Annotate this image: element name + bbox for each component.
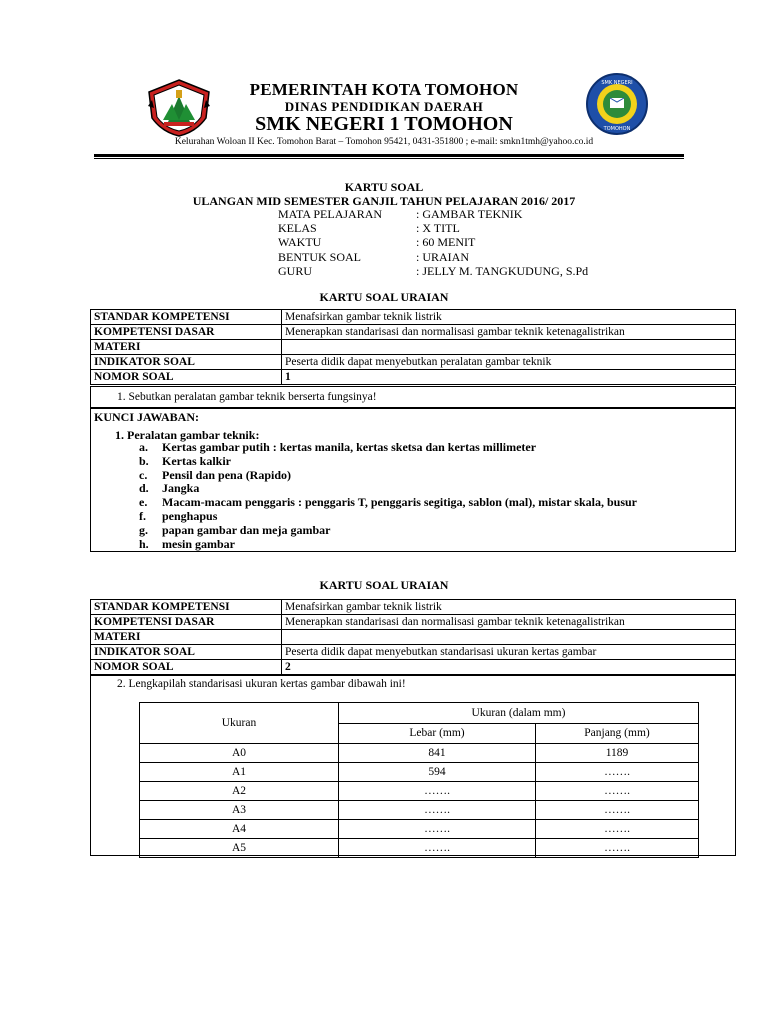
cell-lebar: 841	[339, 744, 536, 763]
row-label: INDIKATOR SOAL	[91, 645, 282, 660]
row-value: 1	[282, 370, 736, 385]
item-letter: a.	[139, 440, 148, 454]
cell-size: A4	[140, 820, 339, 839]
meta-key: GURU	[278, 263, 313, 278]
list-item	[139, 496, 637, 510]
row-value: Menerapkan standarisasi dan normalisasi gambar teknik ketenagalistrikan	[282, 325, 736, 340]
card2-title: KARTU SOAL URAIAN	[319, 578, 449, 592]
card1-info-table	[90, 309, 736, 385]
meta-value: : URAIAN	[416, 249, 469, 264]
question-text: 1. Sebutkan peralatan gambar teknik berserta fungsinya!	[117, 391, 377, 403]
header-divider-thin	[94, 158, 684, 159]
row-value: 2	[282, 660, 736, 675]
cell-size: A2	[140, 782, 339, 801]
cell-panjang: …….	[536, 820, 699, 839]
cell-panjang: …….	[536, 782, 699, 801]
meta-block	[278, 207, 588, 278]
list-item	[139, 524, 637, 538]
cell-lebar: …….	[339, 801, 536, 820]
list-item	[139, 469, 637, 483]
header-department: DINAS PENDIDIKAN DAERAH	[284, 99, 484, 114]
cell-lebar: …….	[339, 782, 536, 801]
cell-lebar: 594	[339, 763, 536, 782]
header-school-name: SMK NEGERI 1 TOMOHON	[255, 113, 513, 135]
item-letter: h.	[139, 536, 149, 551]
item-text: Pensil dan pena (Rapido)	[162, 467, 292, 482]
meta-row	[278, 250, 588, 264]
question-text: 2. Lengkapilah standarisasi ukuran kertas gambar dibawah ini!	[117, 678, 406, 690]
meta-key: WAKTU	[278, 235, 322, 250]
meta-value: : JELLY M. TANGKUDUNG, S.Pd	[416, 263, 589, 278]
header-address: Kelurahan Woloan II Kec. Tomohon Barat – Tomohon 95421, 0431-351800 ; e-mail: smkn1tmh@yahoo.co.id	[174, 137, 594, 147]
cell-lebar: …….	[339, 820, 536, 839]
table-row	[140, 763, 699, 782]
table-row	[91, 340, 736, 355]
table-row	[140, 782, 699, 801]
meta-row	[278, 235, 588, 249]
item-text: penghapus	[162, 508, 218, 523]
item-letter: d.	[139, 481, 149, 496]
list-item	[139, 455, 637, 469]
row-label: NOMOR SOAL	[91, 660, 282, 675]
header-government: PEMERINTAH KOTA TOMOHON	[249, 80, 519, 99]
paper-size-table	[139, 702, 699, 858]
row-value: Menafsirkan gambar teknik listrik	[282, 310, 736, 325]
card1-question-box	[90, 386, 736, 408]
answer-heading: KUNCI JAWABAN:	[94, 410, 200, 424]
meta-value: : 60 MENIT	[416, 235, 476, 250]
answer-list	[139, 441, 637, 551]
card1-answer-box	[90, 408, 736, 552]
table-row	[91, 325, 736, 340]
item-letter: g.	[139, 522, 148, 537]
svg-text:SMK NEGERI: SMK NEGERI	[601, 80, 633, 86]
item-text: Jangka	[162, 481, 200, 496]
item-letter: e.	[139, 495, 148, 510]
row-value: Menerapkan standarisasi dan normalisasi gambar teknik ketenagalistrikan	[282, 615, 736, 630]
meta-key: KELAS	[278, 221, 317, 236]
cell-lebar: …….	[339, 839, 536, 858]
row-value: Peserta didik dapat menyebutkan peralatan gambar teknik	[282, 355, 736, 370]
table-row	[91, 310, 736, 325]
cell-panjang: 1189	[536, 744, 699, 763]
doc-title: KARTU SOAL	[344, 180, 424, 194]
header-divider-thick	[94, 154, 684, 157]
row-label: KOMPETENSI DASAR	[91, 615, 282, 630]
table-row	[91, 630, 736, 645]
list-item	[139, 538, 637, 552]
table-header-row	[140, 703, 699, 724]
row-value	[282, 630, 736, 645]
row-label: NOMOR SOAL	[91, 370, 282, 385]
answer-main: 1. Peralatan gambar teknik:	[115, 428, 260, 442]
item-letter: b.	[139, 453, 149, 468]
item-text: papan gambar dan meja gambar	[162, 522, 331, 537]
row-label: MATERI	[91, 630, 282, 645]
item-text: mesin gambar	[162, 536, 235, 551]
table-row	[91, 615, 736, 630]
card1-title: KARTU SOAL URAIAN	[319, 290, 449, 304]
row-value: Menafsirkan gambar teknik listrik	[282, 600, 736, 615]
doc-subtitle: ULANGAN MID SEMESTER GANJIL TAHUN PELAJARAN 2016/ 2017	[192, 194, 576, 208]
row-label: MATERI	[91, 340, 282, 355]
table-row	[91, 355, 736, 370]
row-value: Peserta didik dapat menyebutkan standarisasi ukuran kertas gambar	[282, 645, 736, 660]
item-text: Kertas gambar putih : kertas manila, kertas sketsa dan kertas millimeter	[162, 440, 537, 454]
table-row	[140, 820, 699, 839]
cell-panjang: …….	[536, 801, 699, 820]
table-row	[91, 600, 736, 615]
cell-size: A0	[140, 744, 339, 763]
cell-size: A1	[140, 763, 339, 782]
list-item	[139, 510, 637, 524]
col-panjang: Panjang (mm)	[536, 723, 699, 744]
meta-row	[278, 207, 588, 221]
item-text: Kertas kalkir	[162, 453, 231, 468]
cell-panjang: …….	[536, 763, 699, 782]
table-row	[91, 645, 736, 660]
item-letter: c.	[139, 467, 148, 482]
row-label: STANDAR KOMPETENSI	[91, 600, 282, 615]
card2-info-table	[90, 599, 736, 675]
cell-size: A5	[140, 839, 339, 858]
table-row	[140, 801, 699, 820]
cell-size: A3	[140, 801, 339, 820]
row-label: INDIKATOR SOAL	[91, 355, 282, 370]
table-row	[140, 839, 699, 858]
list-item	[139, 441, 637, 455]
row-label: KOMPETENSI DASAR	[91, 325, 282, 340]
item-letter: f.	[139, 508, 146, 523]
meta-row	[278, 264, 588, 278]
meta-value: : GAMBAR TEKNIK	[416, 207, 523, 221]
item-text: Macam-macam penggaris : penggaris T, penggaris segitiga, sablon (mal), mistar skala, busur	[162, 495, 638, 510]
table-row	[91, 660, 736, 675]
table-row	[140, 744, 699, 763]
row-label: STANDAR KOMPETENSI	[91, 310, 282, 325]
meta-value: : X TITL	[416, 221, 460, 236]
table-row	[91, 370, 736, 385]
col-ukuran: Ukuran	[140, 703, 339, 744]
meta-row	[278, 221, 588, 235]
cell-panjang: …….	[536, 839, 699, 858]
list-item	[139, 482, 637, 496]
col-lebar: Lebar (mm)	[339, 723, 536, 744]
row-value	[282, 340, 736, 355]
meta-key: BENTUK SOAL	[278, 249, 361, 264]
svg-text:TOMOHON: TOMOHON	[603, 126, 631, 132]
col-group: Ukuran (dalam mm)	[339, 703, 699, 724]
meta-key: MATA PELAJARAN	[278, 207, 383, 221]
